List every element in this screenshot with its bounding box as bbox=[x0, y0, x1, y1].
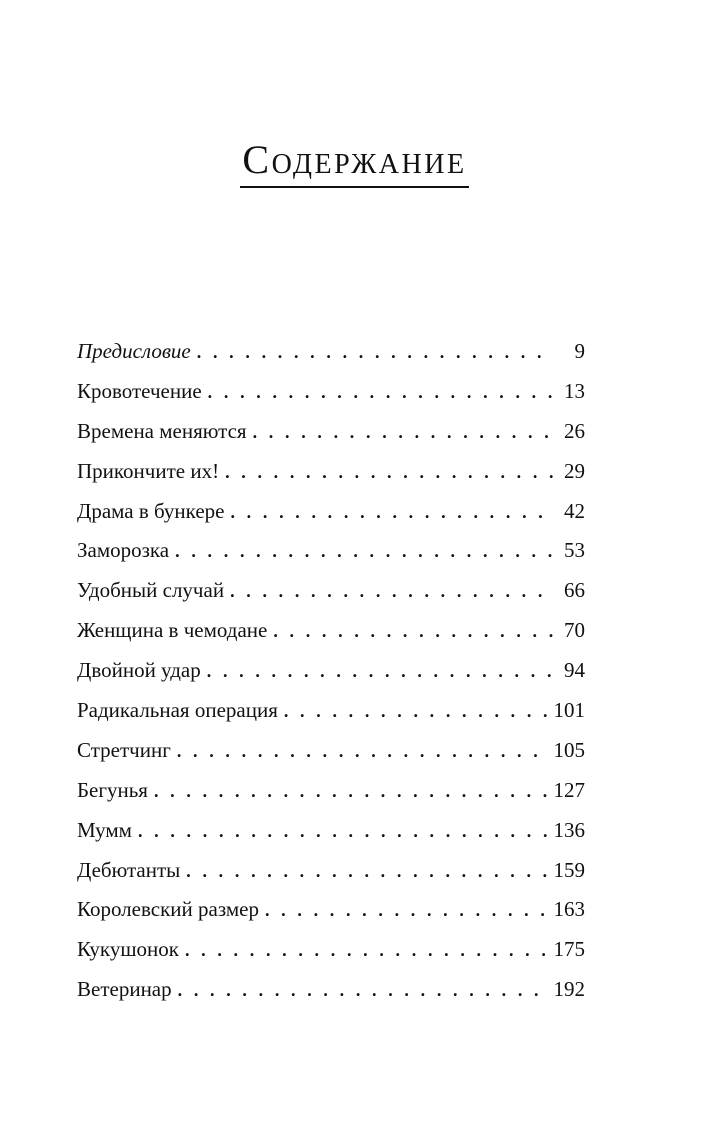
toc-entry bbox=[77, 412, 585, 452]
toc-entry-title: Драма в бункере bbox=[77, 498, 225, 523]
toc-entry bbox=[77, 531, 585, 571]
toc-entry bbox=[77, 731, 585, 771]
toc-entry-page: 53 bbox=[564, 538, 585, 563]
toc-dot-leader bbox=[186, 852, 549, 892]
toc-entry-page: 26 bbox=[564, 418, 585, 443]
toc-dot-leader bbox=[177, 732, 550, 772]
toc-entry bbox=[77, 851, 585, 891]
toc-entry-title: Удобный случай bbox=[77, 578, 225, 603]
toc-dot-leader bbox=[225, 453, 553, 493]
toc-entry-page: 101 bbox=[553, 698, 585, 723]
toc-entry bbox=[77, 651, 585, 691]
toc-entry bbox=[77, 890, 585, 930]
toc-entry-title: Радикальная операция bbox=[77, 698, 278, 723]
toc-entry bbox=[77, 811, 585, 851]
toc-dot-leader bbox=[208, 373, 553, 413]
toc-entry bbox=[77, 492, 585, 532]
toc-entry-page: 70 bbox=[564, 618, 585, 643]
toc-entry-title: Мумм bbox=[77, 817, 132, 842]
title-block bbox=[0, 138, 709, 188]
toc-dot-leader bbox=[197, 333, 553, 373]
toc-entry-page: 94 bbox=[564, 658, 585, 683]
toc-entry-title: Кровотечение bbox=[77, 378, 202, 403]
toc-entry-title: Ветеринар bbox=[77, 977, 172, 1002]
toc-entry bbox=[77, 930, 585, 970]
toc-dot-leader bbox=[138, 812, 550, 852]
toc-entry-page: 9 bbox=[574, 339, 585, 363]
toc-entry-page: 105 bbox=[553, 737, 585, 762]
toc-dot-leader bbox=[154, 772, 550, 812]
toc-entry bbox=[77, 372, 585, 412]
toc-entry-title: Дебютанты bbox=[77, 857, 181, 882]
toc-dot-leader bbox=[284, 692, 550, 732]
toc-entry-title: Заморозка bbox=[77, 538, 170, 563]
toc-entry-page: 127 bbox=[553, 777, 585, 802]
toc-entry bbox=[77, 332, 585, 372]
toc-entry-title: Стретчинг bbox=[77, 737, 171, 762]
toc-entry-page: 159 bbox=[553, 857, 585, 882]
toc-dot-leader bbox=[178, 971, 550, 1011]
toc-entry bbox=[77, 970, 585, 1010]
toc-entry-page: 136 bbox=[553, 817, 585, 842]
toc-entry-page: 13 bbox=[564, 378, 585, 403]
toc-dot-leader bbox=[207, 652, 553, 692]
toc-entry-page: 42 bbox=[564, 498, 585, 523]
toc-dot-leader bbox=[265, 891, 550, 931]
toc-entry-title: Женщина в чемодане bbox=[77, 618, 268, 643]
toc-dot-leader bbox=[230, 572, 553, 612]
toc-dot-leader bbox=[273, 612, 553, 652]
table-of-contents bbox=[77, 332, 585, 1010]
toc-entry-title: Предисловие bbox=[77, 339, 191, 363]
toc-entry-title: Кукушонок bbox=[77, 937, 179, 962]
toc-entry-page: 66 bbox=[564, 578, 585, 603]
toc-dot-leader bbox=[230, 493, 553, 533]
toc-entry-title: Времена меняются bbox=[77, 418, 247, 443]
toc-entry-page: 192 bbox=[553, 977, 585, 1002]
toc-entry-title: Бегунья bbox=[77, 777, 148, 802]
toc-entry-page: 163 bbox=[553, 897, 585, 922]
toc-dot-leader bbox=[253, 413, 553, 453]
toc-entry bbox=[77, 611, 585, 651]
toc-entry-title: Двойной удар bbox=[77, 658, 201, 683]
toc-entry bbox=[77, 571, 585, 611]
toc-dot-leader bbox=[175, 532, 553, 572]
toc-dot-leader bbox=[185, 931, 550, 971]
page-title: Содержание bbox=[240, 138, 468, 188]
toc-entry bbox=[77, 771, 585, 811]
toc-entry bbox=[77, 452, 585, 492]
toc-entry-title: Королевский размер bbox=[77, 897, 259, 922]
toc-entry-title: Прикончите их! bbox=[77, 458, 220, 483]
toc-entry bbox=[77, 691, 585, 731]
toc-entry-page: 29 bbox=[564, 458, 585, 483]
toc-entry-page: 175 bbox=[553, 937, 585, 962]
